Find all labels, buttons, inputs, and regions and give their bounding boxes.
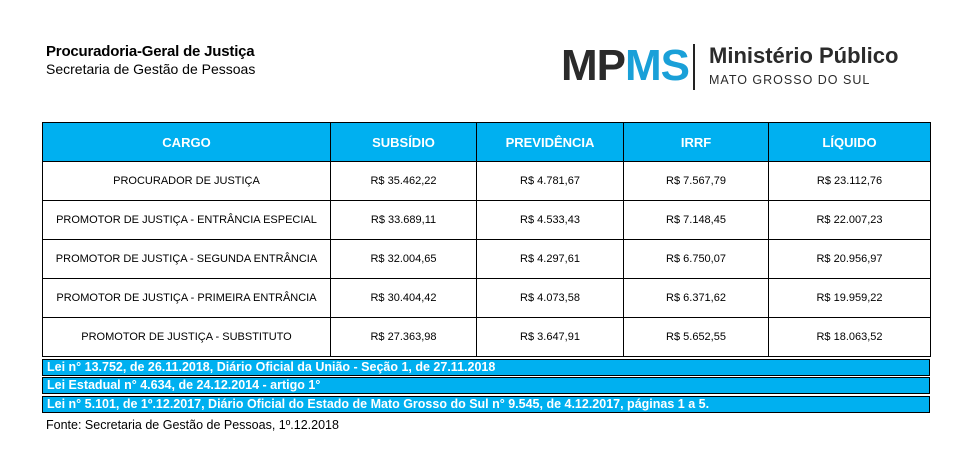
table-row <box>43 318 931 357</box>
cell-subsidio: R$ 32.004,65 <box>331 240 477 279</box>
cell-irrf: R$ 5.652,55 <box>624 318 769 357</box>
table-row <box>43 240 931 279</box>
cell-previdencia: R$ 3.647,91 <box>477 318 624 357</box>
org-header <box>46 43 255 78</box>
source-note: Fonte: Secretaria de Gestão de Pessoas, 1º.12.2018 <box>46 418 339 432</box>
table-header-row <box>43 123 931 162</box>
cell-previdencia: R$ 4.781,67 <box>477 162 624 201</box>
org-name: Procuradoria-Geral de Justiça <box>46 43 255 60</box>
cell-cargo: PROMOTOR DE JUSTIÇA - SEGUNDA ENTRÂNCIA <box>43 240 331 279</box>
column-header-cargo: CARGO <box>43 123 331 162</box>
salary-table <box>42 122 931 357</box>
logo-title: Ministério Público <box>709 43 899 68</box>
cell-subsidio: R$ 35.462,22 <box>331 162 477 201</box>
cell-liquido: R$ 20.956,97 <box>769 240 931 279</box>
table-row <box>43 279 931 318</box>
column-header-previdencia: PREVIDÊNCIA <box>477 123 624 162</box>
cell-liquido: R$ 19.959,22 <box>769 279 931 318</box>
cell-subsidio: R$ 27.363,98 <box>331 318 477 357</box>
cell-previdencia: R$ 4.297,61 <box>477 240 624 279</box>
law-reference-state-official-gazette: Lei n° 5.101, de 1º.12.2017, Diário Oficial do Estado de Mato Grosso do Sul n° 9.545, de 4.12.2017, páginas 1 a 5. <box>42 396 930 413</box>
column-header-liquido: LÍQUIDO <box>769 123 931 162</box>
cell-previdencia: R$ 4.073,58 <box>477 279 624 318</box>
cell-irrf: R$ 6.371,62 <box>624 279 769 318</box>
cell-subsidio: R$ 33.689,11 <box>331 201 477 240</box>
column-header-irrf: IRRF <box>624 123 769 162</box>
logo-mark <box>561 42 689 90</box>
cell-irrf: R$ 6.750,07 <box>624 240 769 279</box>
logo-separator <box>693 44 695 90</box>
cell-cargo: PROMOTOR DE JUSTIÇA - ENTRÂNCIA ESPECIAL <box>43 201 331 240</box>
column-header-subsidio: SUBSÍDIO <box>331 123 477 162</box>
cell-liquido: R$ 23.112,76 <box>769 162 931 201</box>
cell-cargo: PROMOTOR DE JUSTIÇA - SUBSTITUTO <box>43 318 331 357</box>
logo-mark-mp: MP <box>561 41 625 90</box>
cell-previdencia: R$ 4.533,43 <box>477 201 624 240</box>
cell-irrf: R$ 7.148,45 <box>624 201 769 240</box>
law-reference-state: Lei Estadual n° 4.634, de 24.12.2014 - artigo 1° <box>42 377 930 394</box>
cell-subsidio: R$ 30.404,42 <box>331 279 477 318</box>
org-subtitle: Secretaria de Gestão de Pessoas <box>46 61 256 77</box>
cell-liquido: R$ 22.007,23 <box>769 201 931 240</box>
cell-liquido: R$ 18.063,52 <box>769 318 931 357</box>
logo-subtitle: MATO GROSSO DO SUL <box>709 73 871 87</box>
table-row <box>43 201 931 240</box>
cell-cargo: PROCURADOR DE JUSTIÇA <box>43 162 331 201</box>
law-reference-federal: Lei n° 13.752, de 26.11.2018, Diário Oficial da União - Seção 1, de 27.11.2018 <box>42 359 930 376</box>
table-row <box>43 162 931 201</box>
cell-cargo: PROMOTOR DE JUSTIÇA - PRIMEIRA ENTRÂNCIA <box>43 279 331 318</box>
cell-irrf: R$ 7.567,79 <box>624 162 769 201</box>
logo-mark-ms: MS <box>625 41 689 90</box>
